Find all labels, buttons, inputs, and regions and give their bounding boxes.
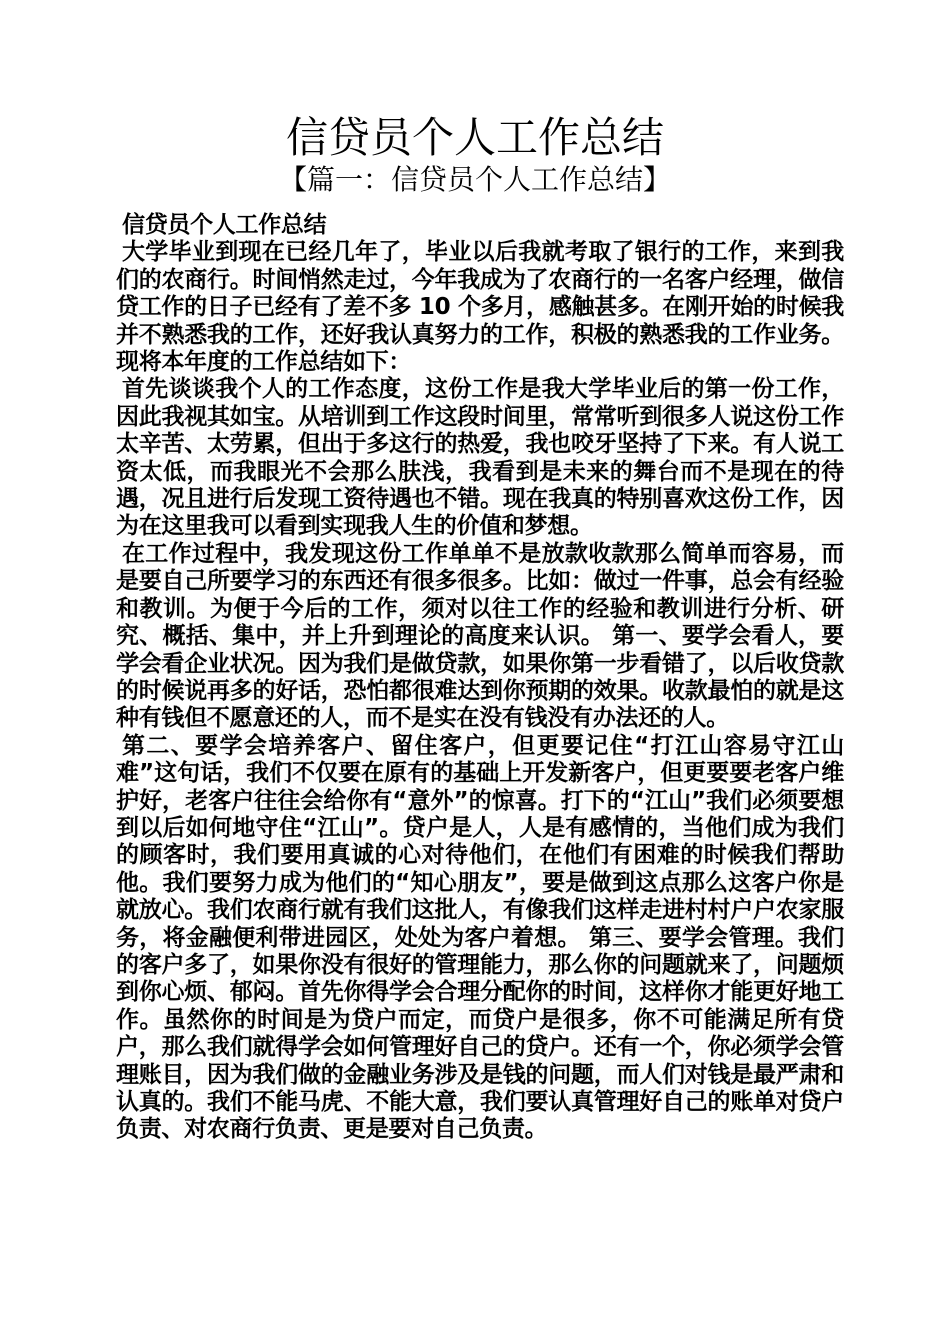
- document-title: 信贷员个人工作总结: [285, 113, 664, 162]
- paragraph-intro: 大学毕业到现在已经几年了，毕业以后我就考取了银行的工作，来到我们的农商行。时间悄然走过，今年我成为了农商行的一名客户经理，做信贷工作的日子已经有了差不多 10 个多月，感触甚多。在刚开始的时候我并不熟悉我的工作，还好我认真努力的工作，积极的熟悉我的工作业务。现将本年度的工作总结如下：: [116, 239, 844, 376]
- paragraph-process: 在工作过程中，我发现这份工作单单不是放款收款那么简单而容易，而是要自己所要学习的东西还有很多很多。比如：做过一件事，总会有经验和教训。为便于今后的工作，须对以往工作的经验和教训进行分析、研究、概括、集中，并上升到理论的高度来认识。 第一、要学会看人，要学会看企业状况。因为我们是做贷款，如果你第一步看错了，以后收贷款的时候说再多的好话，恐怕都很难达到你预期的效果。收款最怕的就是这种有钱但不愿意还的人，而不是实在没有钱没有办法还的人。: [116, 540, 844, 732]
- section-heading: 信贷员个人工作总结: [122, 212, 327, 238]
- document-subtitle: 【篇一：信贷员个人工作总结】: [278, 163, 671, 196]
- paragraph-clients: 第二、要学会培养客户、留住客户，但更要记住“打江山容易守江山难”这句话，我们不仅要在原有的基础上开发新客户，但更要要老客户维护好，老客户往往会给你有“意外”的惊喜。打下的“江山”我们必须要想到以后如何地守住“江山”。贷户是人，人是有感情的，当他们成为我们的顾客时，我们要用真诚的心对待他们，在他们有困难的时候我们帮助他。我们要努力成为他们的“知心朋友”，要是做到这点那么这客户你是就放心。我们农商行就有我们这批人，有像我们这样走进村村户户农家服务，将金融便利带进园区，处处为客户着想。 第三、要学会管理。我们的客户多了，如果你没有很好的管理能力，那么你的问题就来了，问题烦到你心烦、郁闷。首先你得学会合理分配你的时间，这样你才能更好地工作。虽然你的时间是为贷户而定，而贷户是很多，你不可能满足所有贷户，那么我们就得学会如何管理好自己的贷户。还有一个，你必须学会管理账目，因为我们做的金融业务涉及是钱的问题，而人们对钱是最严肃和认真的。我们不能马虎、不能大意，我们要认真管理好自己的账单对贷户负责、对农商行负责、更是要对自己负责。: [116, 732, 844, 1143]
- paragraph-attitude: 首先谈谈我个人的工作态度，这份工作是我大学毕业后的第一份工作，因此我视其如宝。从培训到工作这段时间里，常常听到很多人说这份工作太辛苦、太劳累，但出于多这行的热爱，我也咬牙坚持了下来。有人说工资太低，而我眼光不会那么肤浅，我看到是未来的舞台而不是现在的待遇，况且进行后发现工资待遇也不错。现在我真的特别喜欢这份工作，因为在这里我可以看到实现我人生的价值和梦想。: [116, 376, 844, 540]
- document-body: [116, 212, 844, 1144]
